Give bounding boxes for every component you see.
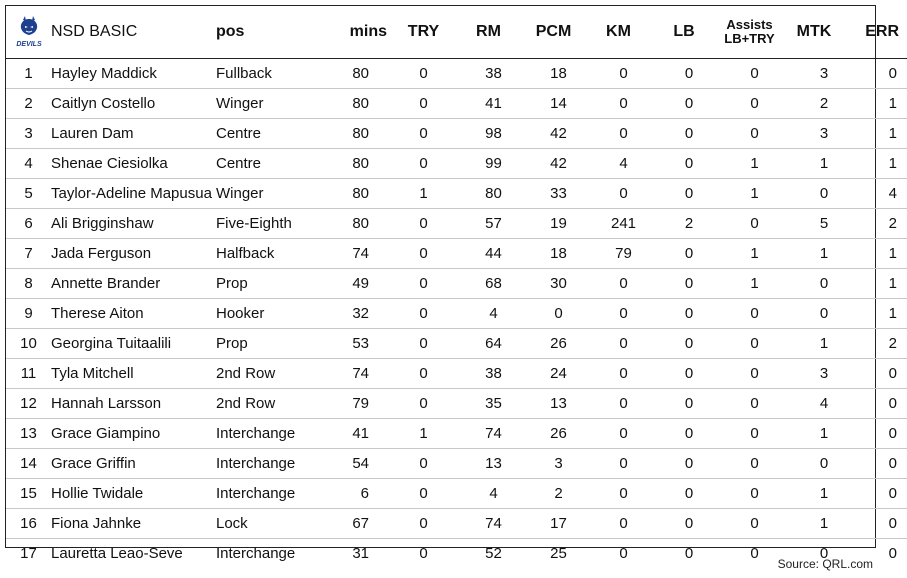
try-cell: 1	[391, 419, 456, 449]
mtk-cell: 1	[782, 479, 846, 509]
lb-cell: 0	[684, 545, 694, 562]
player-name-cell: Tyla Mitchell	[51, 359, 216, 389]
err-cell: 2	[846, 209, 907, 239]
row-number-cell: 8	[6, 269, 51, 299]
mtk-cell: 1	[782, 329, 846, 359]
position-cell: Winger	[216, 89, 321, 119]
err-cell: 4	[846, 179, 907, 209]
lb-cell: 0	[651, 299, 717, 329]
lb-cell: 0	[651, 359, 717, 389]
km-cell: 0	[586, 299, 651, 329]
row-number-cell: 10	[6, 329, 51, 359]
pcm-cell: 14	[521, 89, 586, 119]
err-cell: 1	[846, 119, 907, 149]
rm-cell: 13	[456, 449, 521, 479]
mins-cell: 6	[321, 479, 391, 509]
row-number-cell: 16	[6, 509, 51, 539]
rm-cell: 98	[456, 119, 521, 149]
try-cell: 0	[391, 479, 456, 509]
player-name-cell: Grace Giampino	[51, 419, 216, 449]
player-name-cell: Annette Brander	[51, 269, 216, 299]
pcm-cell: 26	[521, 419, 586, 449]
col-header-assists-line1: Assists	[726, 17, 773, 32]
assists-cell: 0	[750, 545, 759, 562]
lb-cell: 2	[651, 209, 717, 239]
lb-cell: 0	[651, 449, 717, 479]
mtk-cell: 0	[782, 179, 846, 209]
team-name: NSD BASIC	[51, 6, 216, 59]
try-cell: 0	[391, 209, 456, 239]
lb-cell: 0	[651, 479, 717, 509]
mins-cell: 31	[352, 545, 369, 562]
assists-cell: 0	[717, 359, 782, 389]
rm-cell: 35	[456, 389, 521, 419]
player-name-cell: Taylor-Adeline Mapusua	[51, 179, 216, 209]
assists-cell: 0	[717, 89, 782, 119]
assists-cell: 0	[717, 209, 782, 239]
assists-cell: 1	[717, 239, 782, 269]
header-row	[6, 6, 907, 59]
player-name-cell: Hayley Maddick	[51, 59, 216, 89]
rm-cell: 52	[485, 545, 502, 562]
try-cell: 0	[391, 449, 456, 479]
lb-cell: 0	[651, 509, 717, 539]
mtk-cell: 1	[782, 149, 846, 179]
table-row	[6, 239, 907, 269]
lb-cell: 0	[651, 239, 717, 269]
assists-cell: 0	[717, 329, 782, 359]
row-number-cell: 17	[20, 545, 37, 562]
err-cell: 0	[846, 59, 907, 89]
lb-cell: 0	[651, 329, 717, 359]
assists-cell: 0	[717, 119, 782, 149]
assists-cell: 0	[717, 449, 782, 479]
mins-cell: 41	[321, 419, 391, 449]
mins-cell: 80	[321, 179, 391, 209]
assists-cell: 0	[717, 479, 782, 509]
err-cell: 1	[846, 89, 907, 119]
player-name-cell: Lauretta Leao-Seve	[51, 545, 183, 562]
mtk-cell: 0	[819, 545, 829, 562]
devils-logo-icon	[14, 15, 44, 49]
try-cell: 0	[391, 239, 456, 269]
mtk-cell: 4	[782, 389, 846, 419]
row-number-cell: 11	[6, 359, 51, 389]
table-row	[6, 149, 907, 179]
mins-cell: 80	[321, 59, 391, 89]
try-cell: 0	[391, 119, 456, 149]
err-cell: 1	[846, 299, 907, 329]
err-cell: 1	[846, 269, 907, 299]
try-cell: 0	[391, 299, 456, 329]
err-cell: 0	[846, 479, 907, 509]
km-cell: 0	[586, 359, 651, 389]
try-cell: 0	[391, 329, 456, 359]
position-cell: Interchange	[216, 449, 321, 479]
position-cell: Prop	[216, 269, 321, 299]
mtk-cell: 3	[782, 119, 846, 149]
table-row	[6, 119, 907, 149]
mins-cell: 80	[321, 209, 391, 239]
lb-cell: 0	[651, 389, 717, 419]
position-cell: Fullback	[216, 59, 321, 89]
mtk-cell: 0	[782, 269, 846, 299]
assists-cell: 0	[717, 299, 782, 329]
pcm-cell: 33	[521, 179, 586, 209]
assists-cell: 1	[717, 269, 782, 299]
player-stats-table	[6, 6, 907, 568]
rm-cell: 57	[456, 209, 521, 239]
mins-cell: 67	[321, 509, 391, 539]
player-name-cell: Ali Brigginshaw	[51, 209, 216, 239]
col-header-try: TRY	[391, 6, 456, 59]
try-cell: 0	[391, 389, 456, 419]
row-number-cell: 3	[6, 119, 51, 149]
lb-cell: 0	[651, 59, 717, 89]
position-cell: 2nd Row	[216, 389, 321, 419]
pcm-cell: 26	[521, 329, 586, 359]
km-cell: 0	[586, 419, 651, 449]
col-header-mtk: MTK	[782, 6, 846, 59]
mtk-cell: 1	[782, 509, 846, 539]
rm-cell: 44	[456, 239, 521, 269]
rm-cell: 38	[456, 59, 521, 89]
rm-cell: 74	[456, 509, 521, 539]
pcm-cell: 17	[521, 509, 586, 539]
row-number-cell: 7	[6, 239, 51, 269]
col-header-mins: mins	[321, 6, 391, 59]
err-cell: 1	[846, 149, 907, 179]
stats-table-frame	[5, 5, 899, 562]
lb-cell: 0	[651, 89, 717, 119]
player-name-cell: Lauren Dam	[51, 119, 216, 149]
table-row	[6, 509, 907, 539]
position-cell: Centre	[216, 149, 321, 179]
try-cell: 0	[391, 359, 456, 389]
rm-cell: 41	[456, 89, 521, 119]
col-header-pos: pos	[216, 6, 321, 59]
table-row	[6, 179, 907, 209]
err-cell: 0	[846, 449, 907, 479]
mins-cell: 53	[321, 329, 391, 359]
mtk-cell: 5	[782, 209, 846, 239]
rm-cell: 99	[456, 149, 521, 179]
try-cell: 0	[391, 509, 456, 539]
table-row	[6, 449, 907, 479]
pcm-cell: 2	[521, 479, 586, 509]
col-header-lb: LB	[651, 6, 717, 59]
err-cell: 0	[888, 545, 897, 562]
rm-cell: 74	[456, 419, 521, 449]
player-name-cell: Hannah Larsson	[51, 389, 216, 419]
position-cell: 2nd Row	[216, 359, 321, 389]
lb-cell: 0	[651, 119, 717, 149]
table-row	[6, 389, 907, 419]
rm-cell: 64	[456, 329, 521, 359]
err-cell: 1	[846, 239, 907, 269]
player-name-cell: Caitlyn Costello	[51, 89, 216, 119]
pcm-cell: 0	[521, 299, 586, 329]
row-number-cell: 5	[6, 179, 51, 209]
col-header-assists	[717, 6, 782, 59]
row-number-cell: 14	[6, 449, 51, 479]
km-cell: 0	[586, 269, 651, 299]
position-cell: Halfback	[216, 239, 321, 269]
assists-cell: 0	[717, 59, 782, 89]
source-note: Source: QRL.com	[777, 557, 873, 571]
table-row	[6, 89, 907, 119]
pcm-cell: 24	[521, 359, 586, 389]
pcm-cell: 13	[521, 389, 586, 419]
km-cell: 0	[586, 479, 651, 509]
rm-cell: 4	[456, 479, 521, 509]
lb-cell: 0	[651, 179, 717, 209]
assists-cell: 0	[717, 389, 782, 419]
col-header-err: ERR	[846, 6, 907, 59]
player-name-cell: Shenae Ciesiolka	[51, 149, 216, 179]
position-cell: Interchange	[216, 545, 296, 562]
km-cell: 0	[586, 449, 651, 479]
assists-cell: 1	[717, 179, 782, 209]
table-row	[6, 269, 907, 299]
assists-cell: 0	[717, 509, 782, 539]
player-name-cell: Hollie Twidale	[51, 479, 216, 509]
err-cell: 0	[846, 419, 907, 449]
pcm-cell: 18	[521, 59, 586, 89]
mtk-cell: 1	[782, 419, 846, 449]
assists-cell: 1	[717, 149, 782, 179]
position-cell: Prop	[216, 329, 321, 359]
mins-cell: 74	[321, 359, 391, 389]
mins-cell: 80	[321, 149, 391, 179]
pcm-cell: 42	[521, 149, 586, 179]
km-cell: 0	[586, 509, 651, 539]
pcm-cell: 18	[521, 239, 586, 269]
assists-cell: 0	[717, 419, 782, 449]
row-number-cell: 4	[6, 149, 51, 179]
mtk-cell: 0	[782, 449, 846, 479]
col-header-rm: RM	[456, 6, 521, 59]
km-cell: 0	[586, 119, 651, 149]
position-cell: Five-Eighth	[216, 209, 321, 239]
try-cell: 0	[391, 89, 456, 119]
mins-cell: 80	[321, 119, 391, 149]
km-cell: 0	[586, 179, 651, 209]
row-number-cell: 1	[6, 59, 51, 89]
lb-cell: 0	[651, 269, 717, 299]
row-number-cell: 2	[6, 89, 51, 119]
position-cell: Centre	[216, 119, 321, 149]
try-cell: 0	[419, 545, 428, 562]
rm-cell: 38	[456, 359, 521, 389]
rm-cell: 4	[456, 299, 521, 329]
table-row	[6, 59, 907, 89]
km-cell: 0	[586, 329, 651, 359]
err-cell: 0	[846, 389, 907, 419]
table-row	[6, 299, 907, 329]
table-row	[6, 359, 907, 389]
err-cell: 0	[846, 509, 907, 539]
table-row	[6, 209, 907, 239]
position-cell: Interchange	[216, 479, 321, 509]
position-cell: Winger	[216, 179, 321, 209]
table-row	[6, 539, 907, 569]
km-cell: 4	[586, 149, 651, 179]
rm-cell: 80	[456, 179, 521, 209]
row-number-cell: 6	[6, 209, 51, 239]
table-row	[6, 419, 907, 449]
mtk-cell: 0	[782, 299, 846, 329]
table-row	[6, 329, 907, 359]
km-cell: 241	[586, 209, 651, 239]
team-logo	[6, 6, 51, 59]
mtk-cell: 1	[782, 239, 846, 269]
position-cell: Interchange	[216, 419, 321, 449]
try-cell: 1	[391, 179, 456, 209]
col-header-pcm: PCM	[521, 6, 586, 59]
err-cell: 2	[846, 329, 907, 359]
km-cell: 0	[586, 59, 651, 89]
mtk-cell: 3	[782, 359, 846, 389]
mins-cell: 74	[321, 239, 391, 269]
col-header-assists-line2: LB+TRY	[724, 31, 775, 46]
err-cell: 0	[846, 359, 907, 389]
lb-cell: 0	[651, 419, 717, 449]
logo-text: DEVILS	[15, 41, 42, 48]
position-cell: Hooker	[216, 299, 321, 329]
mins-cell: 54	[321, 449, 391, 479]
mins-cell: 80	[321, 89, 391, 119]
pcm-cell: 3	[521, 449, 586, 479]
mins-cell: 49	[321, 269, 391, 299]
try-cell: 0	[391, 149, 456, 179]
table-body	[6, 59, 907, 569]
pcm-cell: 19	[521, 209, 586, 239]
rm-cell: 68	[456, 269, 521, 299]
player-name-cell: Fiona Jahnke	[51, 509, 216, 539]
pcm-cell: 30	[521, 269, 586, 299]
row-number-cell: 13	[6, 419, 51, 449]
pcm-cell: 25	[550, 545, 567, 562]
row-number-cell: 9	[6, 299, 51, 329]
mtk-cell: 3	[782, 59, 846, 89]
player-name-cell: Jada Ferguson	[51, 239, 216, 269]
km-cell: 79	[586, 239, 651, 269]
km-cell: 0	[586, 389, 651, 419]
row-number-cell: 12	[6, 389, 51, 419]
mtk-cell: 2	[782, 89, 846, 119]
km-cell: 0	[619, 545, 628, 562]
mins-cell: 32	[321, 299, 391, 329]
try-cell: 0	[391, 269, 456, 299]
table-row	[6, 479, 907, 509]
player-name-cell: Georgina Tuitaalili	[51, 329, 216, 359]
pcm-cell: 42	[521, 119, 586, 149]
position-cell: Lock	[216, 509, 321, 539]
try-cell: 0	[391, 59, 456, 89]
row-number-cell: 15	[6, 479, 51, 509]
player-name-cell: Therese Aiton	[51, 299, 216, 329]
col-header-km: KM	[586, 6, 651, 59]
lb-cell: 0	[651, 149, 717, 179]
km-cell: 0	[586, 89, 651, 119]
mins-cell: 79	[321, 389, 391, 419]
player-name-cell: Grace Griffin	[51, 449, 216, 479]
